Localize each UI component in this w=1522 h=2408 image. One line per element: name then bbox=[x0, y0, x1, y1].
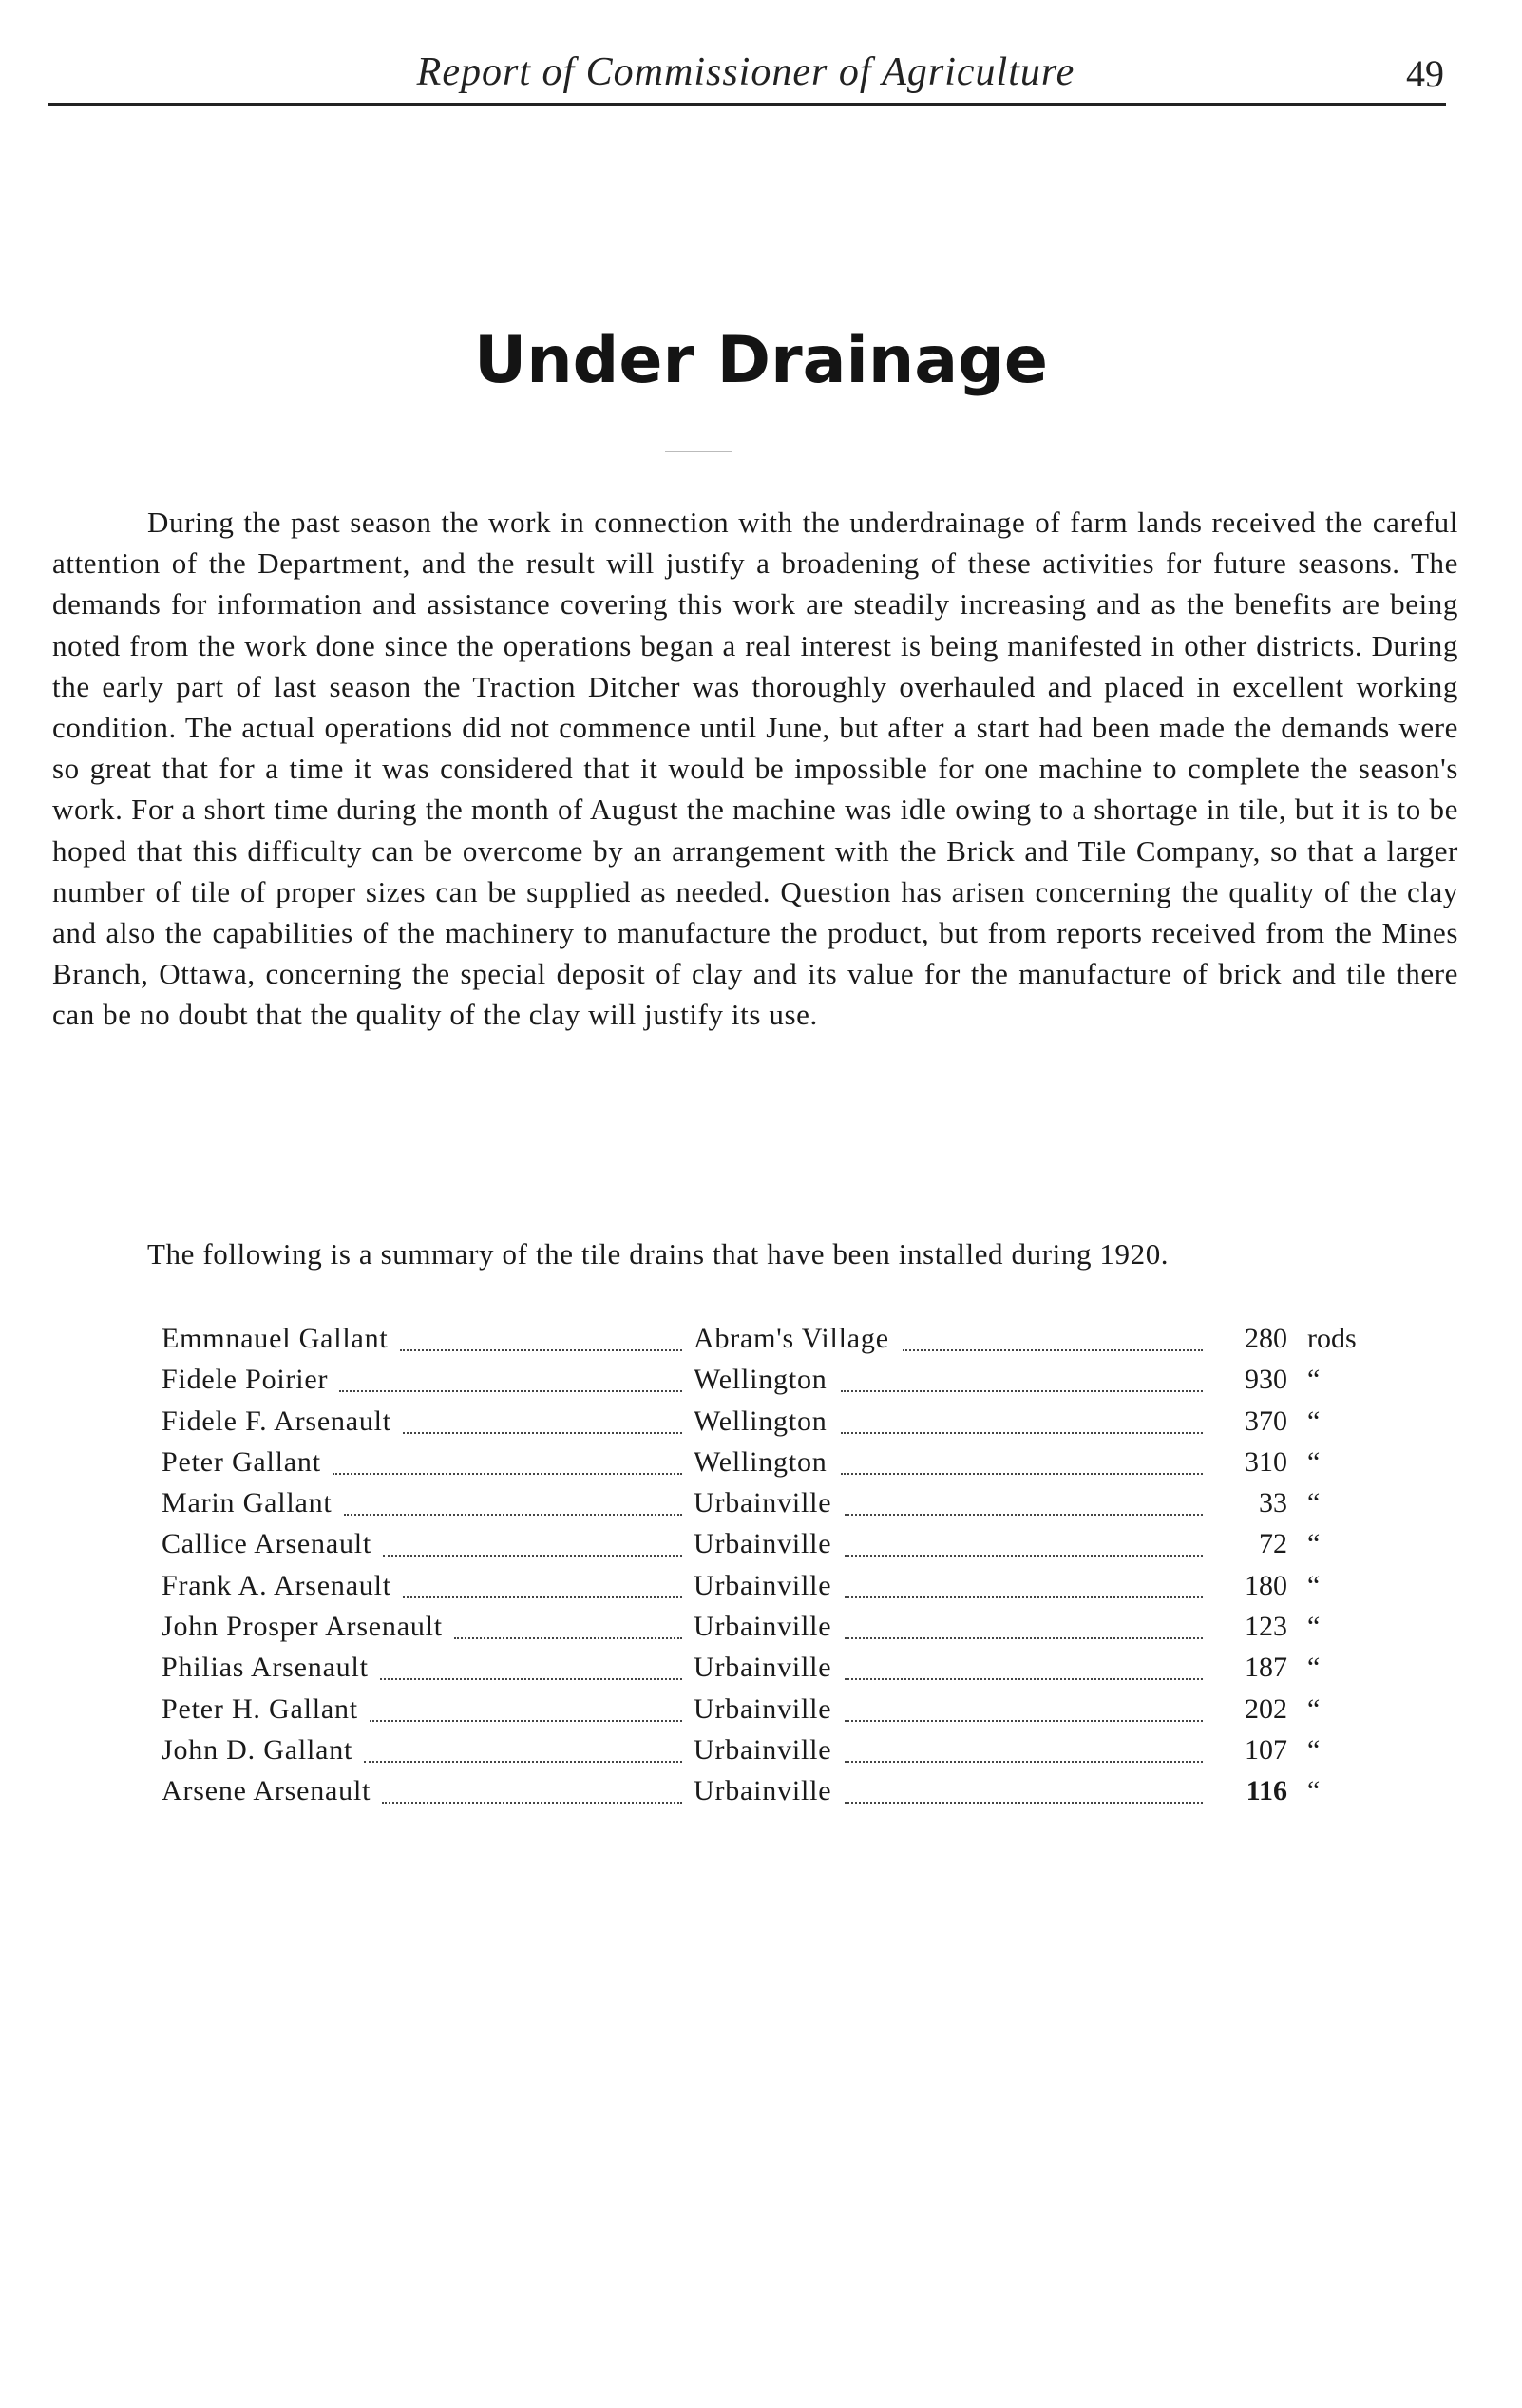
heading-divider bbox=[665, 451, 732, 452]
rods-value: 116 bbox=[1246, 1775, 1287, 1807]
dot-leader bbox=[845, 1596, 1203, 1598]
dot-leader bbox=[339, 1390, 682, 1392]
dot-leader bbox=[454, 1637, 682, 1639]
header-rule bbox=[48, 103, 1446, 106]
rods-value: 123 bbox=[1245, 1611, 1287, 1643]
dot-leader bbox=[841, 1473, 1203, 1475]
owner-name: John D. Gallant bbox=[162, 1733, 353, 1766]
body-paragraph: During the past season the work in connection with the underdrainage of farm lands received the careful attention of the Department, and the result will justify a broadening of these activities for future seasons. The demands for information and assistance covering this work are steadily increasing and as the benefits are being noted from the work done since the operations began a real interest is being manifested in other districts. During the early part of last season the Traction Ditcher was thoroughly overhauled and placed in excellent working condition. The actual operations did not commence until June, but after a start had been made the demands were so great that for a time it was considered that it would be impossible for one machine to complete the season's work. For a short time during the month of August the machine was idle owing to a shortage in tile, but it is to be hoped that this difficulty can be overcome by an arrangement with the Brick and Tile Company, so that a larger number of tile of proper sizes can be supplied as needed. Question has arisen concerning the quality of the clay and also the capabilities of the machinery to manufacture the product, but from reports received from the Mines Branch, Ottawa, concerning the special deposit of clay and its value for the manufacture of brick and tile there can be no doubt that the quality of the clay will justify its use. bbox=[52, 506, 1458, 1032]
table-row bbox=[162, 1693, 1387, 1734]
dot-leader bbox=[383, 1555, 682, 1557]
dot-leader bbox=[344, 1514, 682, 1516]
dot-leader bbox=[845, 1802, 1203, 1804]
dot-leader bbox=[333, 1473, 682, 1475]
table-row bbox=[162, 1323, 1387, 1364]
unit-label: “ bbox=[1307, 1445, 1321, 1478]
dot-leader bbox=[403, 1596, 682, 1598]
locality: Urbainville bbox=[694, 1487, 832, 1519]
locality: Urbainville bbox=[694, 1692, 832, 1725]
dot-leader bbox=[845, 1514, 1203, 1516]
owner-name: Fidele F. Arsenault bbox=[162, 1405, 391, 1437]
page-number: 49 bbox=[1406, 52, 1444, 95]
owner-name: Arsene Arsenault bbox=[162, 1775, 371, 1807]
locality: Urbainville bbox=[694, 1775, 832, 1807]
rods-value: 180 bbox=[1245, 1569, 1287, 1601]
dot-leader bbox=[845, 1555, 1203, 1557]
table-row bbox=[162, 1570, 1387, 1611]
rods-value: 930 bbox=[1245, 1364, 1287, 1396]
dot-leader bbox=[845, 1678, 1203, 1680]
table-row bbox=[162, 1775, 1387, 1816]
dot-leader bbox=[400, 1349, 682, 1351]
locality: Urbainville bbox=[694, 1652, 832, 1684]
rods-value: 187 bbox=[1245, 1652, 1287, 1684]
owner-name: Callice Arsenault bbox=[162, 1528, 372, 1560]
owner-name: Philias Arsenault bbox=[162, 1652, 369, 1684]
locality: Urbainville bbox=[694, 1611, 832, 1643]
tile-drain-summary-table bbox=[162, 1323, 1387, 1817]
dot-leader bbox=[845, 1761, 1203, 1763]
table-row bbox=[162, 1734, 1387, 1775]
locality: Wellington bbox=[694, 1364, 828, 1396]
unit-label: “ bbox=[1307, 1692, 1321, 1725]
dot-leader bbox=[382, 1802, 682, 1804]
rods-value: 280 bbox=[1245, 1323, 1287, 1354]
table-row bbox=[162, 1446, 1387, 1487]
running-title: Report of Commissioner of Agriculture bbox=[416, 50, 1075, 94]
dot-leader bbox=[364, 1761, 682, 1763]
unit-label: “ bbox=[1307, 1487, 1321, 1519]
rods-value: 72 bbox=[1259, 1528, 1287, 1560]
owner-name: Peter H. Gallant bbox=[162, 1692, 358, 1725]
rods-value: 370 bbox=[1245, 1405, 1287, 1437]
table-row bbox=[162, 1611, 1387, 1652]
unit-label: “ bbox=[1307, 1569, 1321, 1601]
locality: Abram's Village bbox=[694, 1323, 889, 1354]
rods-value: 33 bbox=[1259, 1487, 1287, 1519]
owner-name: Peter Gallant bbox=[162, 1445, 321, 1478]
owner-name: Frank A. Arsenault bbox=[162, 1569, 391, 1601]
table-row bbox=[162, 1364, 1387, 1405]
rods-value: 107 bbox=[1245, 1733, 1287, 1766]
dot-leader bbox=[845, 1720, 1203, 1722]
owner-name: Marin Gallant bbox=[162, 1487, 333, 1519]
locality: Urbainville bbox=[694, 1733, 832, 1766]
table-row bbox=[162, 1405, 1387, 1446]
unit-label: “ bbox=[1307, 1775, 1321, 1807]
unit-label: rods bbox=[1307, 1323, 1357, 1354]
locality: Urbainville bbox=[694, 1569, 832, 1601]
section-heading: Under Drainage bbox=[474, 323, 1048, 398]
owner-name: Emmnauel Gallant bbox=[162, 1323, 389, 1354]
dot-leader bbox=[403, 1432, 682, 1434]
dot-leader bbox=[841, 1390, 1203, 1392]
dot-leader bbox=[903, 1349, 1203, 1351]
locality: Wellington bbox=[694, 1405, 828, 1437]
unit-label: “ bbox=[1307, 1405, 1321, 1437]
table-row bbox=[162, 1487, 1387, 1528]
table-row bbox=[162, 1528, 1387, 1569]
dot-leader bbox=[380, 1678, 682, 1680]
dot-leader bbox=[370, 1720, 682, 1722]
dot-leader bbox=[845, 1637, 1203, 1639]
running-header bbox=[48, 49, 1444, 103]
unit-label: “ bbox=[1307, 1611, 1321, 1643]
summary-intro: The following is a summary of the tile drains that have been installed during 1920. bbox=[147, 1237, 1170, 1271]
unit-label: “ bbox=[1307, 1528, 1321, 1560]
dot-leader bbox=[841, 1432, 1203, 1434]
locality: Wellington bbox=[694, 1445, 828, 1478]
owner-name: Fidele Poirier bbox=[162, 1364, 329, 1396]
unit-label: “ bbox=[1307, 1652, 1321, 1684]
owner-name: John Prosper Arsenault bbox=[162, 1611, 443, 1643]
unit-label: “ bbox=[1307, 1733, 1321, 1766]
rods-value: 310 bbox=[1245, 1445, 1287, 1478]
locality: Urbainville bbox=[694, 1528, 832, 1560]
rods-value: 202 bbox=[1245, 1692, 1287, 1725]
table-row bbox=[162, 1652, 1387, 1692]
unit-label: “ bbox=[1307, 1364, 1321, 1396]
